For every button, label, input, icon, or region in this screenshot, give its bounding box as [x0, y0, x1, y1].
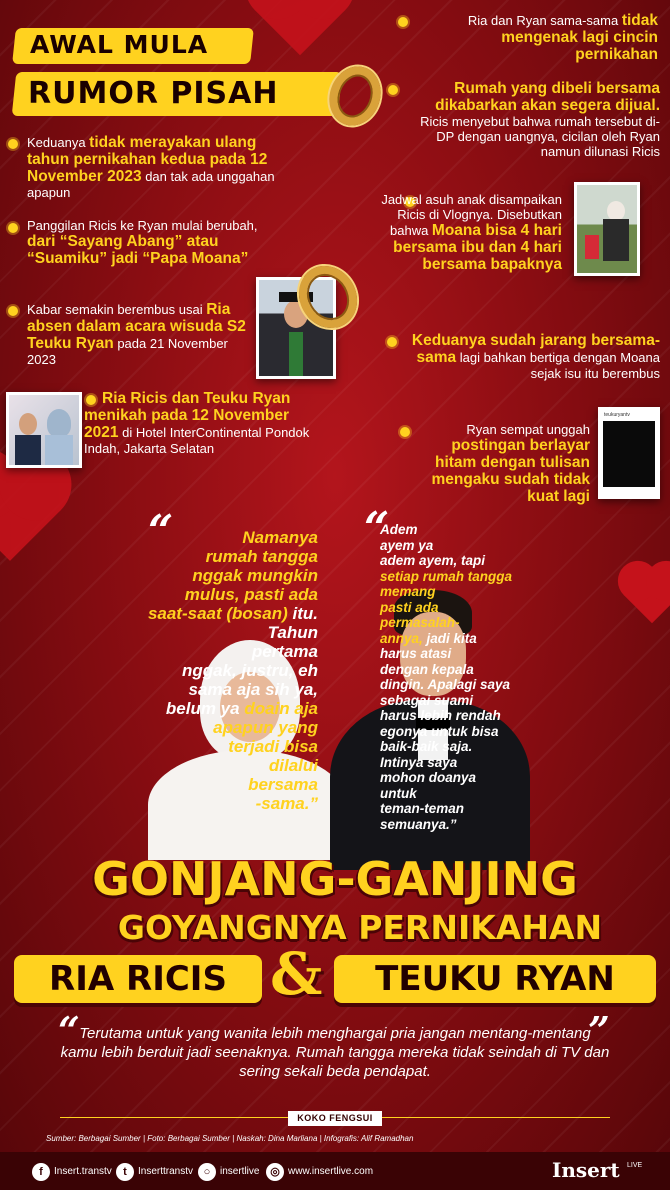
headline-line2: GOYANGNYA PERNIKAHAN — [117, 908, 603, 947]
insertlive-logo: Insert — [552, 1158, 620, 1182]
instagram-icon[interactable]: ○ — [198, 1163, 216, 1181]
left-point-1: Keduanya tidak merayakan ulang tahun pernikahan kedua pada 12 November 2023 dan tak ada unggahan apapun — [27, 134, 275, 200]
bottom-quote: Terutama untuk yang wanita lebih menghargai pria jangan mentang-mentang kamu lebih berduit jadi seenaknya. Rumah tangga mereka tidak seindah di TV dan sering sekali beda pendapat. — [60, 1025, 610, 1080]
footer-facebook[interactable]: Insert.transtv — [54, 1166, 112, 1177]
bullet-icon — [388, 85, 398, 95]
name-teuku-ryan: TEUKU RYAN — [334, 955, 656, 1003]
headline-line1: GONJANG-GANJING — [92, 852, 578, 906]
bullet-icon — [387, 337, 397, 347]
right-point-5: Ryan sempat unggah postingan berlayar hitam dengan tulisan mengaku sudah tidak kuat lagi — [431, 422, 590, 505]
bullet-icon — [400, 427, 410, 437]
quote-ria: Namanya rumah tangga nggak mungkin mulus, pasti ada saat-saat (bosan) itu. Tahun pertama nggak, justru, eh sama aja sih ya, belum ya doain aja apapun yang terjadi bisa dilalui bersama -sama.” — [147, 528, 318, 813]
right-point-2: Rumah yang dibeli bersama dikabarkan akan segera dijual. Ricis menyebut bahwa rumah tersebut di-DP dengan uangnya, cicilan oleh Ryan namun dilunasi Ricis — [420, 80, 660, 159]
globe-icon[interactable]: ◎ — [266, 1163, 284, 1181]
right-point-4: Keduanya sudah jarang bersama-sama lagi bahkan bertiga dengan Moana sejak isu itu berembus — [411, 332, 660, 381]
family-photo — [574, 182, 640, 276]
quote-close-icon: ” — [588, 1008, 610, 1053]
header-line1: AWAL MULA — [30, 30, 209, 59]
right-point-1: Ria dan Ryan sama-sama tidak mengenak lagi cincin pernikahan — [467, 12, 658, 63]
twitter-icon[interactable]: t — [116, 1163, 134, 1181]
instagram-post — [598, 407, 660, 499]
byline: KOKO FENGSUI — [288, 1111, 382, 1126]
quote-open-icon: “ — [148, 506, 174, 557]
header-line2: RUMOR PISAH — [28, 76, 279, 111]
bullet-icon — [398, 17, 408, 27]
bullet-icon — [8, 139, 18, 149]
quote-open-icon: “ — [364, 503, 390, 554]
credits: Sumber: Berbagai Sumber | Foto: Berbagai Sumber | Naskah: Dina Marliana | Infografis: Alif Ramadhan — [46, 1134, 414, 1143]
name-ria-ricis: RIA RICIS — [14, 955, 262, 1003]
wedding-photo — [6, 392, 82, 468]
footer-instagram[interactable]: insertlive — [220, 1166, 260, 1177]
footer-web[interactable]: www.insertlive.com — [288, 1166, 374, 1177]
right-point-3: Jadwal asuh anak disampaikan Ricis di Vlognya. Disebutkan bahwa Moana bisa 4 hari bersama ibu dan 4 hari bersama bapaknya — [381, 192, 562, 273]
bullet-icon — [8, 306, 18, 316]
instagram-handle: teukuryantv — [604, 412, 630, 418]
bullet-icon — [8, 223, 18, 233]
left-point-4: Ria Ricis dan Teuku Ryan menikah pada 12 November 2021 di Hotel InterContinental Pondok Indah, Jakarta Selatan — [84, 390, 310, 456]
left-point-3: Kabar semakin berembus usai Ria absen dalam acara wisuda S2 Teuku Ryan pada 21 November 2023 — [27, 301, 246, 367]
footer-twitter[interactable]: Inserttranstv — [138, 1166, 194, 1177]
facebook-icon[interactable]: f — [32, 1163, 50, 1181]
insertlive-logo-sub: LIVE — [627, 1162, 643, 1169]
ampersand: & — [270, 940, 323, 1008]
quote-ryan: Adem ayem ya adem ayem, tapi setiap rumah tangga memang pasti ada permasalah- annya, jadi kita harus atasi dengan kepala dingin. Apalagi saya sebagai suami harus lebih rendah egonya untuk bisa baik-baik saja. Intinya saya mohon doanya untuk teman-teman semuanya.” — [380, 522, 513, 832]
quote-open-icon: “ — [58, 1008, 80, 1053]
left-point-2: Panggilan Ricis ke Ryan mulai berubah, dari “Sayang Abang” atau “Suamiku” jadi “Papa Moana” — [27, 218, 258, 267]
